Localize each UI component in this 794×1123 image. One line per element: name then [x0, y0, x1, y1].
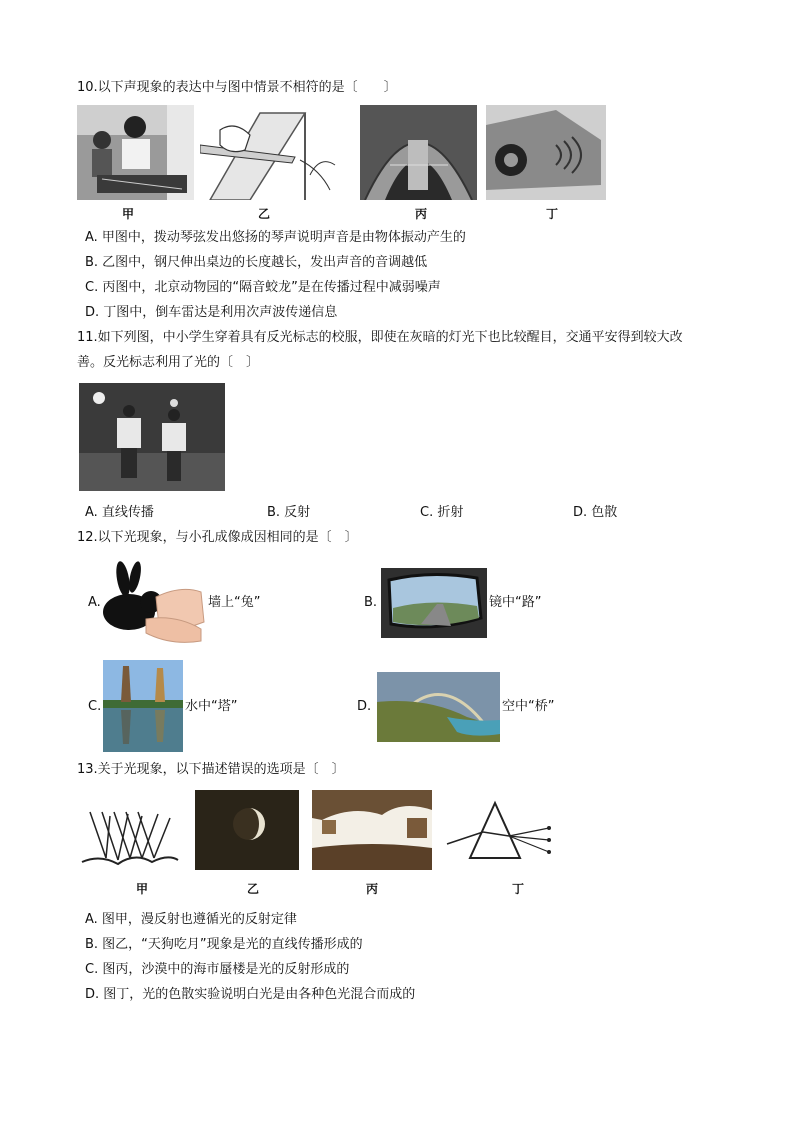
q10-caption-ding: 丁: [545, 207, 558, 221]
q12-option-c-letter: C.: [88, 699, 102, 714]
q12-stem: 12.以下光现象，与小孔成像成因相同的是〔 〕: [77, 530, 358, 545]
q12-option-c-text: 水中“塔”: [185, 699, 238, 714]
q10-caption-jia: 甲: [121, 207, 134, 221]
q13-photo-bing: [312, 790, 432, 870]
q13-option-c: C. 图丙，沙漠中的海市蜃楼是光的反射形成的: [85, 962, 350, 977]
q10-photo-ding: [486, 105, 606, 200]
q10-option-b: B. 乙图中，钢尺伸出桌边的长度越长，发出声音的音调越低: [85, 255, 428, 270]
q13-caption-ding: 丁: [511, 882, 524, 896]
q10-stem: 10.以下声现象的表达中与图中情景不相符的是〔 〕: [77, 80, 397, 95]
q12-option-a-text: 墙上“兔”: [208, 595, 261, 610]
q13-caption-bing: 丙: [365, 882, 378, 896]
q13-option-a: A. 图甲，漫反射也遵循光的反射定律: [85, 912, 297, 927]
q13-diagram-ding: [445, 798, 555, 870]
q11-option-b: B. 反射: [267, 505, 311, 520]
q11-stem-line1: 11.如下列图，中小学生穿着具有反光标志的校服，即使在灰暗的灯光下也比较醒目，交通平安得到较大改: [77, 330, 683, 345]
q11-photo: [79, 383, 225, 491]
q13-option-d: D. 图丁，光的色散实验说明白光是由各种色光混合而成的: [85, 987, 416, 1002]
q13-caption-jia: 甲: [135, 882, 148, 896]
q10-option-d: D. 丁图中，倒车雷达是利用次声波传递信息: [85, 305, 338, 320]
q10-caption-yi: 乙: [257, 207, 270, 221]
q13-diagram-jia: [80, 802, 180, 872]
q12-option-a-image: [101, 557, 207, 647]
q13-caption-yi: 乙: [246, 882, 259, 896]
q12-option-b-image: [381, 568, 487, 638]
q11-option-c: C. 折射: [420, 505, 464, 520]
q12-option-b-text: 镜中“路”: [489, 595, 542, 610]
q12-option-d-image: [377, 672, 500, 742]
q13-photo-yi: [195, 790, 299, 870]
q12-option-b-letter: B.: [364, 595, 378, 610]
q10-option-a: A. 甲图中，拨动琴弦发出悠扬的琴声说明声音是由物体振动产生的: [85, 230, 466, 245]
q10-photo-bing: [360, 105, 477, 200]
q10-caption-bing: 丙: [414, 207, 427, 221]
q12-option-c-image: [103, 660, 183, 752]
q10-option-c: C. 丙图中，北京动物园的“隔音蛟龙”是在传播过程中减弱噪声: [85, 280, 441, 295]
q10-photo-jia: [77, 105, 194, 200]
q12-option-d-text: 空中“桥”: [502, 699, 555, 714]
q11-option-d: D. 色散: [573, 505, 618, 520]
q13-option-b: B. 图乙，“天狗吃月”现象是光的直线传播形成的: [85, 937, 363, 952]
q12-option-a-letter: A.: [88, 595, 101, 610]
q11-option-a: A. 直线传播: [85, 505, 154, 520]
q12-option-d-letter: D.: [357, 699, 372, 714]
q13-stem: 13.关于光现象，以下描述错误的选项是〔 〕: [77, 762, 345, 777]
q10-photo-yi: [200, 105, 350, 200]
q11-stem-line2: 善。反光标志利用了光的〔 〕: [77, 355, 260, 370]
